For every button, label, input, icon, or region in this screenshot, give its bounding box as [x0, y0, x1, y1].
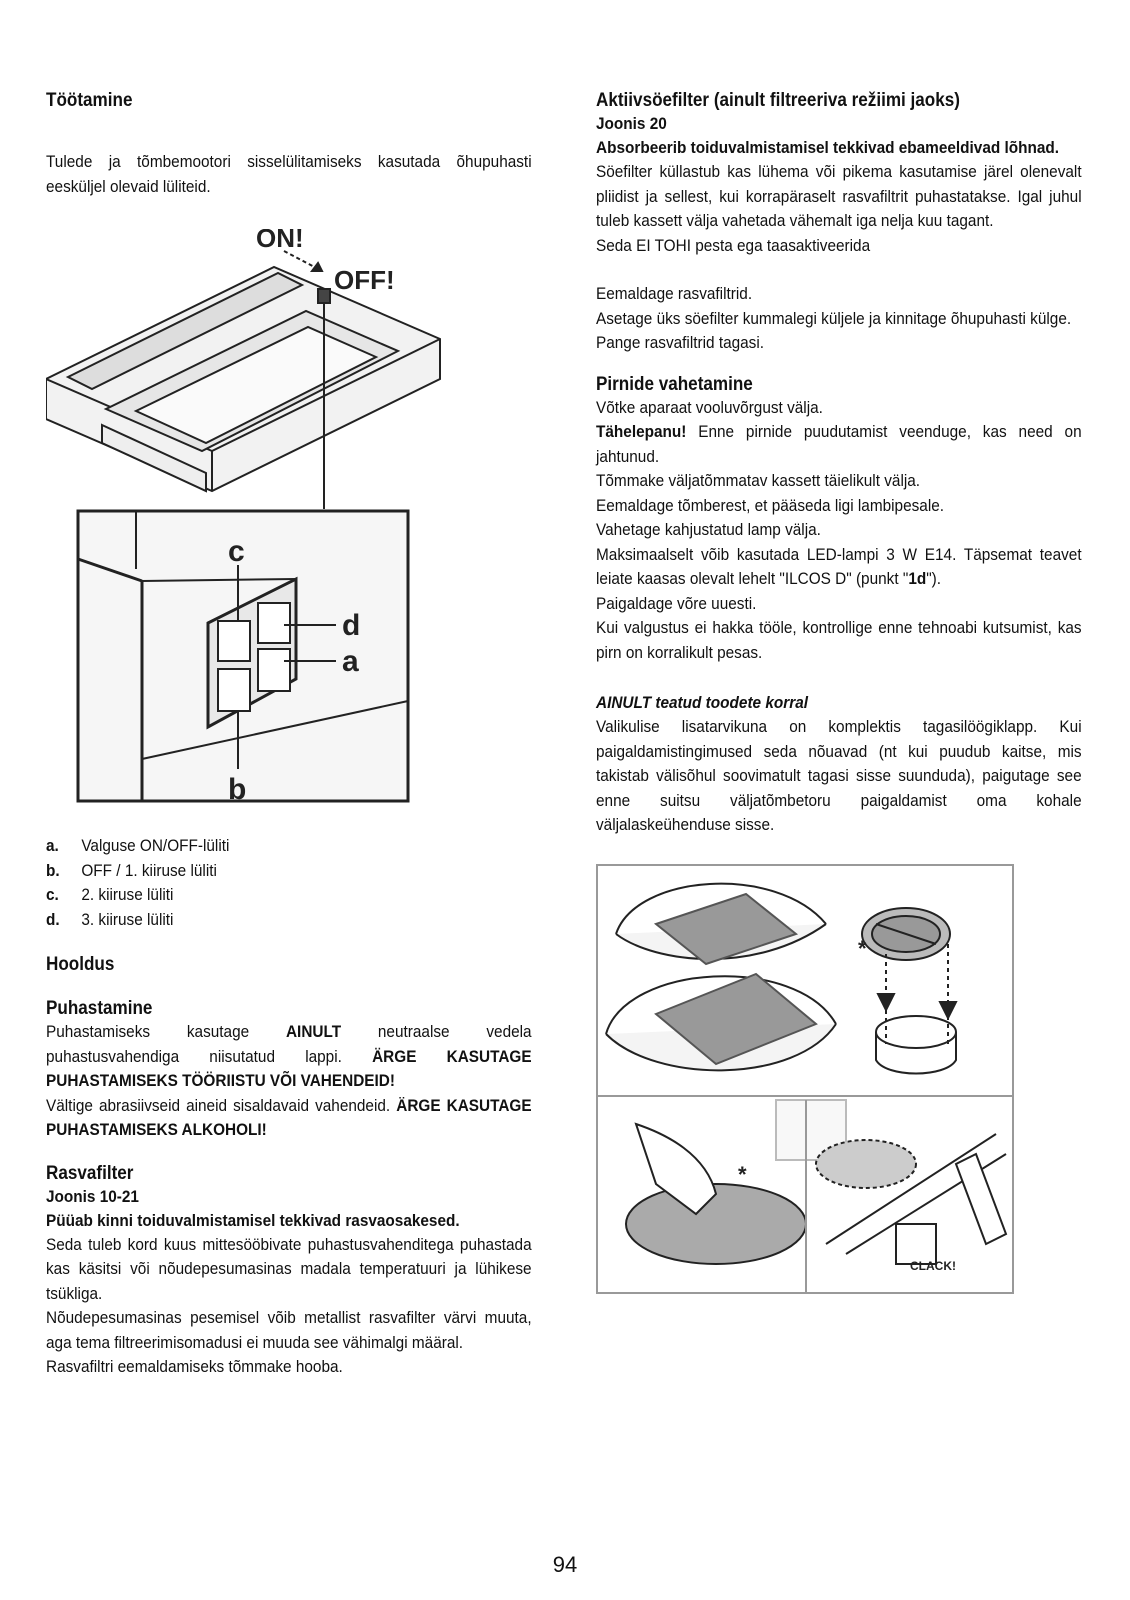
- cleaning-paragraph-1: Puhastamiseks kasutage AINULT neutraalse vedela puhastusvahendiga niisutatud lappi. ÄRGE KASUTAGE PUHASTAMISEKS TÖÖRIISTU VÕI VAHENDEID!: [46, 1023, 532, 1090]
- heading-grease-filter: Rasvafilter: [46, 1162, 134, 1184]
- carbon-paragraph-1: Söefilter küllastub kas lühema või pikema kasutamise järel olenevalt pliidist ja sellest, kui korrapäraselt rasvafiltrit puhastatakse. Igal juhul tuleb kassett välja vahetada vähemalt iga nelja kuu tagant.: [596, 163, 1082, 230]
- grease-paragraph-2: Nõudepesumasinas pesemisel võib metallist rasvafilter värvi muuta, aga tema filtreerimisomadusi ei muuda see vähimalgi määral.: [46, 1309, 532, 1352]
- callout-c: c: [228, 535, 245, 568]
- bulbs-paragraph-1: Võtke aparaat vooluvõrgust välja.: [596, 398, 823, 417]
- carbon-figure-ref: Joonis 20: [596, 115, 667, 133]
- callout-b: b: [228, 773, 247, 806]
- carbon-filter-figure: [596, 864, 1016, 1294]
- bulbs-paragraph-2: Tähelepanu! Enne pirnide puudutamist veenduge, kas need on jahtunud.: [596, 423, 1082, 466]
- grease-paragraph-3: Rasvafiltri eemaldamiseks tõmmake hooba.: [46, 1358, 343, 1376]
- carbon-paragraph-3: Eemaldage rasvafiltrid.: [596, 285, 753, 303]
- heading-carbon-filter: Aktiivsöefilter (ainult filtreeriva režiimi jaoks): [596, 90, 960, 111]
- callout-d: d: [342, 609, 361, 642]
- bulbs-paragraph-3: Tõmmake väljatõmmatav kassett täielikult välja.: [596, 472, 921, 490]
- heading-maintenance: Hooldus: [46, 954, 115, 975]
- legend-item: c. 2. kiiruse lüliti: [46, 886, 174, 904]
- heading-operation: Töötamine: [46, 90, 133, 111]
- operation-intro: Tulede ja tõmbemootori sisselülitamiseks kasutada õhupuhasti eesküljel olevaid lüliteid.: [46, 153, 532, 196]
- bulbs-paragraph-6: Maksimaalselt võib kasutada LED-lampi 3 W E14. Täpsemat teavet leiate kaasas olevalt lehelt "ILCOS D" (punkt "1d").: [596, 545, 1082, 588]
- on-label: ON!: [256, 229, 304, 253]
- bulbs-paragraph-4: Eemaldage tõmberest, et pääseda ligi lambipesale.: [596, 496, 945, 515]
- only-certain-products-heading: AINULT teatud toodete korral: [596, 694, 809, 712]
- bulbs-paragraph-5: Vahetage kahjustatud lamp välja.: [596, 521, 821, 539]
- grease-subtitle: Püüab kinni toiduvalmistamisel tekkivad rasvaosakesed.: [46, 1211, 460, 1230]
- hood-switch-figure: [46, 229, 446, 814]
- legend-item: b. OFF / 1. kiiruse lüliti: [46, 861, 217, 880]
- callout-a: a: [342, 645, 359, 678]
- heading-cleaning: Puhastamine: [46, 998, 153, 1019]
- switch-legend: [46, 834, 534, 932]
- grease-figure-ref: Joonis 10-21: [46, 1187, 139, 1206]
- page-number: 94: [552, 1552, 578, 1577]
- carbon-paragraph-4: Asetage üks söefilter kummalegi küljele ja kinnitage õhupuhasti külge.: [596, 309, 1072, 328]
- carbon-paragraph-2: Seda EI TOHI pesta ega taasaktiveerida: [596, 236, 871, 255]
- off-label: OFF!: [334, 265, 395, 295]
- bulbs-paragraph-8: Kui valgustus ei hakka tööle, kontrollige enne tehnoabi kutsumist, kas pirn on korralikult pesas.: [596, 619, 1082, 662]
- clack-label: CLACK!: [910, 1258, 956, 1273]
- legend-item: a. Valguse ON/OFF-lüliti: [46, 837, 230, 855]
- grease-paragraph-1: Seda tuleb kord kuus mittesööbivate puhastusvahenditega puhastada kas käsitsi või nõudepesumasinas madala temperatuuri ja lühikese tsükliga.: [46, 1235, 532, 1303]
- only-certain-products-paragraph: Valikulise lisatarvikuna on komplektis tagasilöögiklapp. Kui paigaldamistingimused seda nõuavad (nt kui puudub kaitse, mis takistab välisõhul soovimatult tagasi sisse suunduda), paigutage see enne suitsu väljatõmbetoru paigaldamist oma kohale väljalaskeühenduse sisse.: [596, 718, 1082, 834]
- star-marker: *: [738, 1161, 747, 1187]
- legend-item: d. 3. kiiruse lüliti: [46, 910, 174, 929]
- carbon-subtitle: Absorbeerib toiduvalmistamisel tekkivad ebameeldivad lõhnad.: [596, 139, 1060, 157]
- cleaning-paragraph-2: Vältige abrasiivseid aineid sisaldavaid vahendeid. ÄRGE KASUTAGE PUHASTAMISEKS ALKOHOLI!: [46, 1096, 532, 1139]
- left-column: [46, 90, 534, 1380]
- carbon-paragraph-5: Pange rasvafiltrid tagasi.: [596, 334, 765, 352]
- heading-bulb-replacement: Pirnide vahetamine: [596, 373, 753, 395]
- bulbs-paragraph-7: Paigaldage võre uuesti.: [596, 594, 757, 613]
- right-column: [596, 90, 1084, 1294]
- star-marker: *: [858, 935, 867, 961]
